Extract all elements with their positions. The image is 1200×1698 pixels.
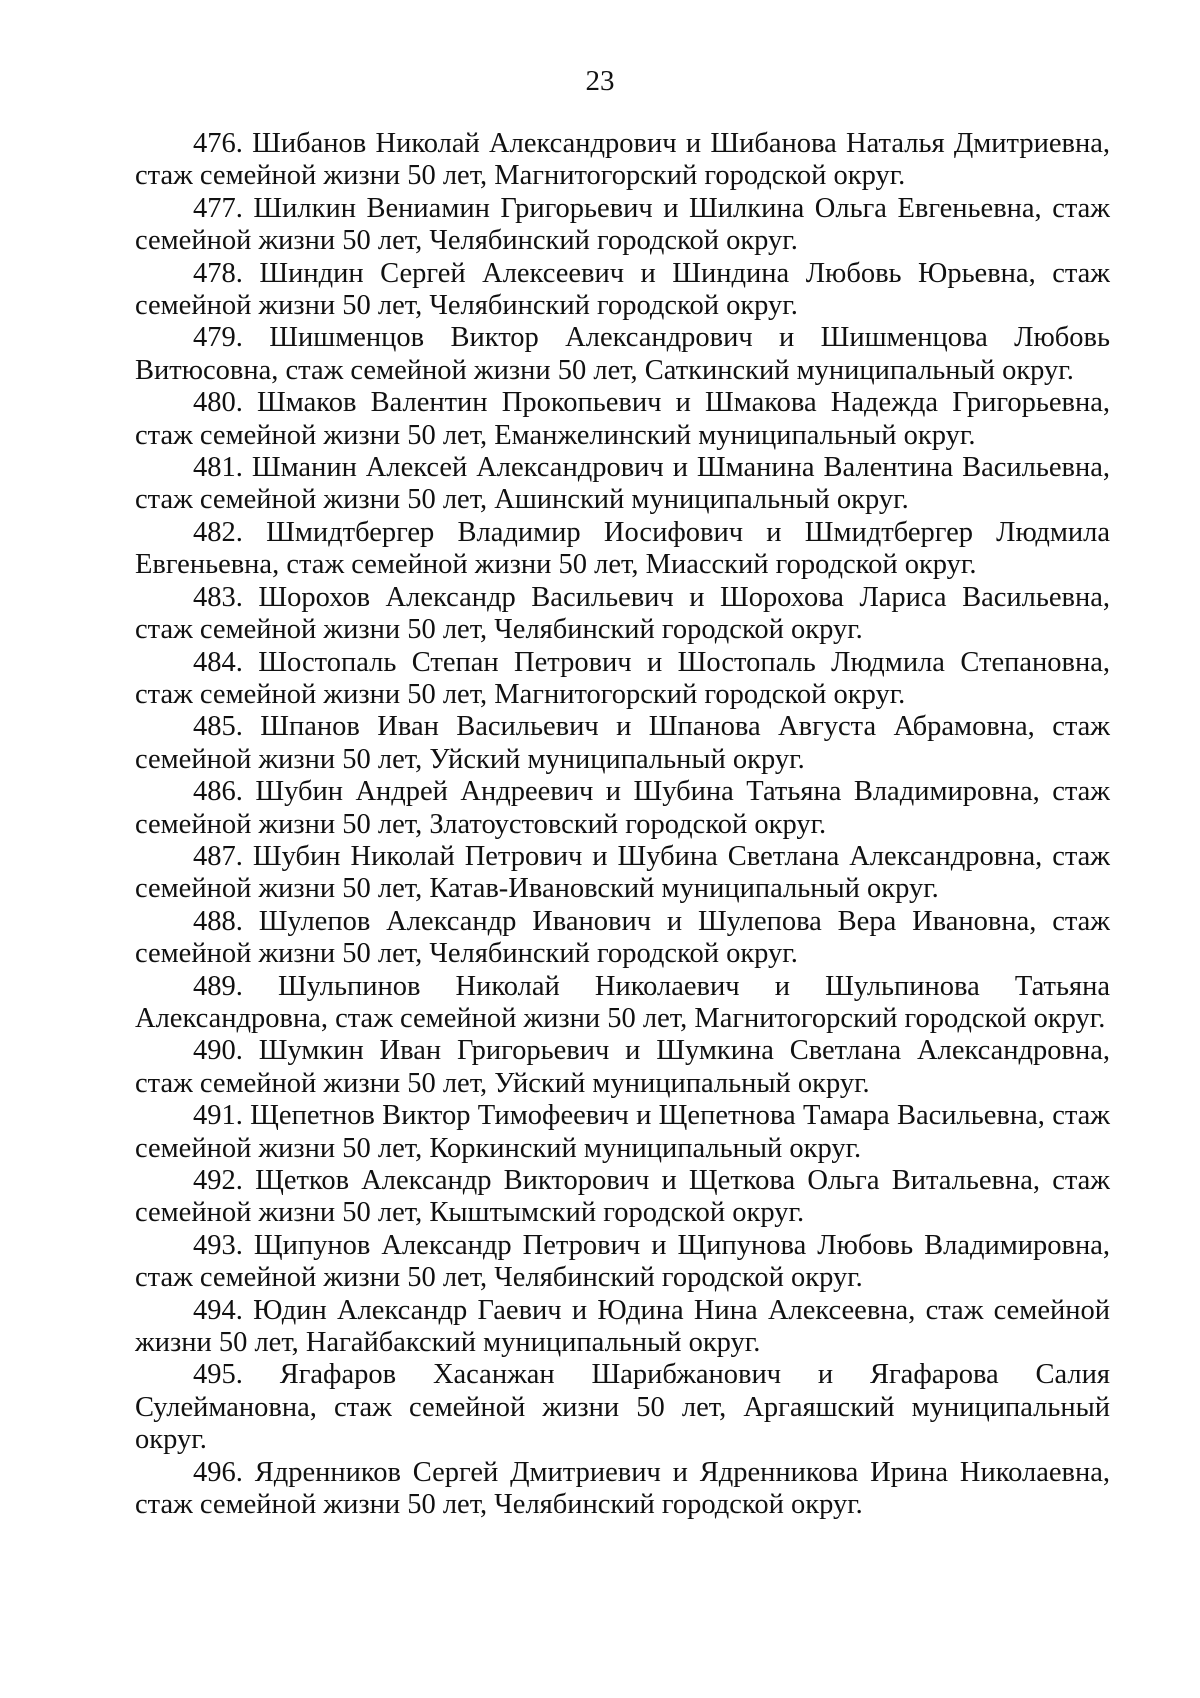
list-item: 484. Шостопаль Степан Петрович и Шостопаль Людмила Степановна, стаж семейной жизни 50 лет, Магнитогорский городской округ. (135, 646, 1110, 710)
list-item: 490. Шумкин Иван Григорьевич и Шумкина Светлана Александровна, стаж семейной жизни 50 лет, Уйский муниципальный округ. (135, 1035, 1110, 1099)
list-item: 479. Шишменцов Виктор Александрович и Шишменцова Любовь Витюсовна, стаж семейной жизни 50 лет, Саткинский муниципальный округ. (135, 322, 1110, 386)
page-number: 23 (585, 65, 615, 97)
list-item: 496. Ядренников Сергей Дмитриевич и Ядренникова Ирина Николаевна, стаж семейной жизни 50 лет, Челябинский городской округ. (135, 1456, 1110, 1521)
list-item: 488. Шулепов Александр Иванович и Шулепова Вера Ивановна, стаж семейной жизни 50 лет, Челябинский городской округ. (135, 905, 1110, 970)
list-item: 492. Щетков Александр Викторович и Щеткова Ольга Витальевна, стаж семейной жизни 50 лет, Кыштымский городской округ. (135, 1165, 1110, 1229)
list-item: 495. Ягафаров Хасанжан Шарибжанович и Ягафарова Салия Сулеймановна, стаж семейной жизни 50 лет, Аргаяшский муниципальный округ. (135, 1359, 1110, 1456)
list-item: 486. Шубин Андрей Андреевич и Шубина Татьяна Владимировна, стаж семейной жизни 50 лет, Златоустовский городской округ. (135, 776, 1110, 840)
list-item: 494. Юдин Александр Гаевич и Юдина Нина Алексеевна, стаж семейной жизни 50 лет, Нагайбакский муниципальный округ. (135, 1294, 1110, 1359)
list-item: 480. Шмаков Валентин Прокопьевич и Шмакова Надежда Григорьевна, стаж семейной жизни 50 лет, Еманжелинский муниципальный округ. (135, 387, 1110, 451)
list-item: 476. Шибанов Николай Александрович и Шибанова Наталья Дмитриевна, стаж семейной жизни 50 лет, Магнитогорский городской округ. (135, 128, 1110, 192)
list-item: 489. Шульпинов Николай Николаевич и Шульпинова Татьяна Александровна, стаж семейной жизни 50 лет, Магнитогорский городской округ. (135, 970, 1110, 1034)
list-item: 482. Шмидтбергер Владимир Иосифович и Шмидтбергер Людмила Евгеньевна, стаж семейной жизни 50 лет, Миасский городской округ. (135, 516, 1110, 581)
list-item: 485. Шпанов Иван Васильевич и Шпанова Августа Абрамовна, стаж семейной жизни 50 лет, Уйский муниципальный округ. (135, 711, 1110, 775)
list-item: 493. Щипунов Александр Петрович и Щипунова Любовь Владимировна, стаж семейной жизни 50 лет, Челябинский городской округ. (135, 1229, 1110, 1294)
list-item: 487. Шубин Николай Петрович и Шубина Светлана Александровна, стаж семейной жизни 50 лет, Катав-Ивановский муниципальный округ. (135, 840, 1110, 905)
list-item: 483. Шорохов Александр Васильевич и Шорохова Лариса Васильевна, стаж семейной жизни 50 лет, Челябинский городской округ. (135, 581, 1110, 646)
award-list (135, 128, 1110, 1521)
list-item: 478. Шиндин Сергей Алексеевич и Шиндина Любовь Юрьевна, стаж семейной жизни 50 лет, Челябинский городской округ. (135, 257, 1110, 322)
list-item: 491. Щепетнов Виктор Тимофеевич и Щепетнова Тамара Васильевна, стаж семейной жизни 50 лет, Коркинский муниципальный округ. (135, 1100, 1110, 1164)
list-item: 481. Шманин Алексей Александрович и Шманина Валентина Васильевна, стаж семейной жизни 50 лет, Ашинский муниципальный округ. (135, 452, 1110, 516)
list-item: 477. Шилкин Вениамин Григорьевич и Шилкина Ольга Евгеньевна, стаж семейной жизни 50 лет, Челябинский городской округ. (135, 192, 1110, 257)
